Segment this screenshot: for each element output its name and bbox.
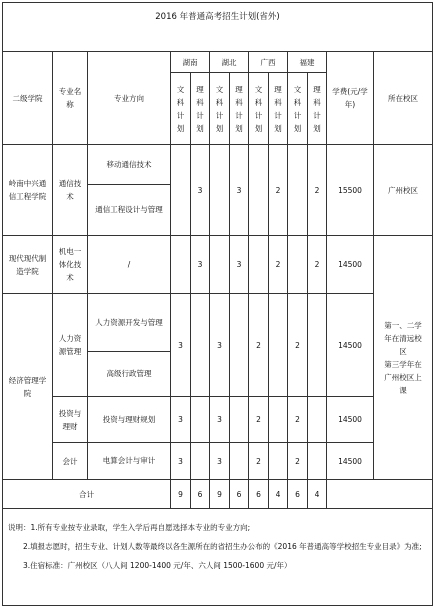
direction-cell: 电算会计与审计 <box>88 443 171 480</box>
note-1: 说明：1.所有专业按专业录取，学生入学后再自愿选择本专业的专业方向; <box>8 523 251 532</box>
direction-cell: 投资与理财规划 <box>88 397 171 443</box>
total-value: 6 <box>191 480 210 509</box>
plan-value: 3 <box>210 397 230 443</box>
header-college: 二级学院 <box>3 52 53 145</box>
plan-value: 3 <box>191 236 210 294</box>
tuition-cell: 14500 <box>327 443 374 480</box>
plan-value: 2 <box>288 397 308 443</box>
college-cell: 经济管理学院 <box>3 294 53 480</box>
tuition-cell: 14500 <box>327 397 374 443</box>
plan-value: 2 <box>288 443 308 480</box>
tuition-cell: 15500 <box>327 145 374 236</box>
table-row <box>3 397 433 443</box>
major-cell: 会计 <box>53 443 88 480</box>
header-science-hunan: 理科计划 <box>191 73 210 145</box>
header-province-fujian: 福建 <box>288 52 327 73</box>
header-tuition: 学费(元/学年) <box>327 52 374 145</box>
plan-value: 3 <box>171 443 191 480</box>
plan-value: 3 <box>171 397 191 443</box>
header-direction: 专业方向 <box>88 52 171 145</box>
plan-value: 2 <box>249 443 269 480</box>
total-value: 6 <box>288 480 308 509</box>
direction-cell: 通信工程设计与管理 <box>88 185 171 236</box>
plan-value: 2 <box>288 294 308 397</box>
direction-cell: 高级行政管理 <box>88 352 171 397</box>
direction-cell: / <box>88 236 171 294</box>
note-3: 3.住宿标准：广州校区（八人间 1200-1400 元/年、六人间 1500-1600 元/年） <box>23 561 292 570</box>
note-2: 2.填报志愿时，招生专业、计划人数等最终以各生源所在的省招生办公布的《2016 年普通高等学校招生专业目录》为准; <box>23 542 422 551</box>
total-label: 合计 <box>3 480 171 509</box>
plan-value: 2 <box>269 236 288 294</box>
header-province-guangxi: 广西 <box>249 52 288 73</box>
enrollment-plan-table <box>2 51 433 509</box>
header-science-fujian: 理科计划 <box>308 73 327 145</box>
total-value: 4 <box>308 480 327 509</box>
header-arts-hubei: 文科计划 <box>210 73 230 145</box>
plan-value: 2 <box>269 145 288 236</box>
table-row <box>3 145 433 185</box>
total-value: 6 <box>230 480 249 509</box>
plan-value: 2 <box>249 397 269 443</box>
major-cell: 投资与理财 <box>53 397 88 443</box>
header-arts-guangxi: 文科计划 <box>249 73 269 145</box>
header-arts-fujian: 文科计划 <box>288 73 308 145</box>
header-major: 专业名称 <box>53 52 88 145</box>
campus-cell: 第一、二学年在清远校区 第三学年在广州校区上课 <box>374 236 433 480</box>
total-value: 4 <box>269 480 288 509</box>
plan-value: 2 <box>308 236 327 294</box>
header-province-hunan: 湖南 <box>171 52 210 73</box>
major-cell: 人力资源管理 <box>53 294 88 397</box>
total-value: 9 <box>210 480 230 509</box>
total-value: 6 <box>249 480 269 509</box>
plan-value: 3 <box>191 145 210 236</box>
header-province-hubei: 湖北 <box>210 52 249 73</box>
major-cell: 机电一体化技术 <box>53 236 88 294</box>
plan-value: 3 <box>210 443 230 480</box>
notes-section <box>8 518 428 575</box>
total-row <box>3 480 433 509</box>
header-campus: 所在校区 <box>374 52 433 145</box>
header-science-guangxi: 理科计划 <box>269 73 288 145</box>
tuition-cell: 14500 <box>327 294 374 397</box>
table-row <box>3 236 433 294</box>
document-title: 2016 年普通高考招生计划(省外) <box>155 12 280 22</box>
direction-cell: 人力资源开发与管理 <box>88 294 171 352</box>
major-cell: 通信技术 <box>53 145 88 236</box>
header-arts-hunan: 文科计划 <box>171 73 191 145</box>
plan-value: 2 <box>249 294 269 397</box>
college-cell: 现代现代制造学院 <box>3 236 53 294</box>
direction-cell: 移动通信技术 <box>88 145 171 185</box>
header-science-hubei: 理科计划 <box>230 73 249 145</box>
total-value: 9 <box>171 480 191 509</box>
college-cell: 岭南中兴通信工程学院 <box>3 145 53 236</box>
plan-value: 2 <box>308 145 327 236</box>
plan-value: 3 <box>230 236 249 294</box>
campus-cell: 广州校区 <box>374 145 433 236</box>
header-row-provinces <box>3 52 433 73</box>
plan-value: 3 <box>210 294 230 397</box>
tuition-cell: 14500 <box>327 236 374 294</box>
table-row <box>3 443 433 480</box>
plan-value: 3 <box>171 294 191 397</box>
plan-value: 3 <box>230 145 249 236</box>
table-row <box>3 294 433 352</box>
